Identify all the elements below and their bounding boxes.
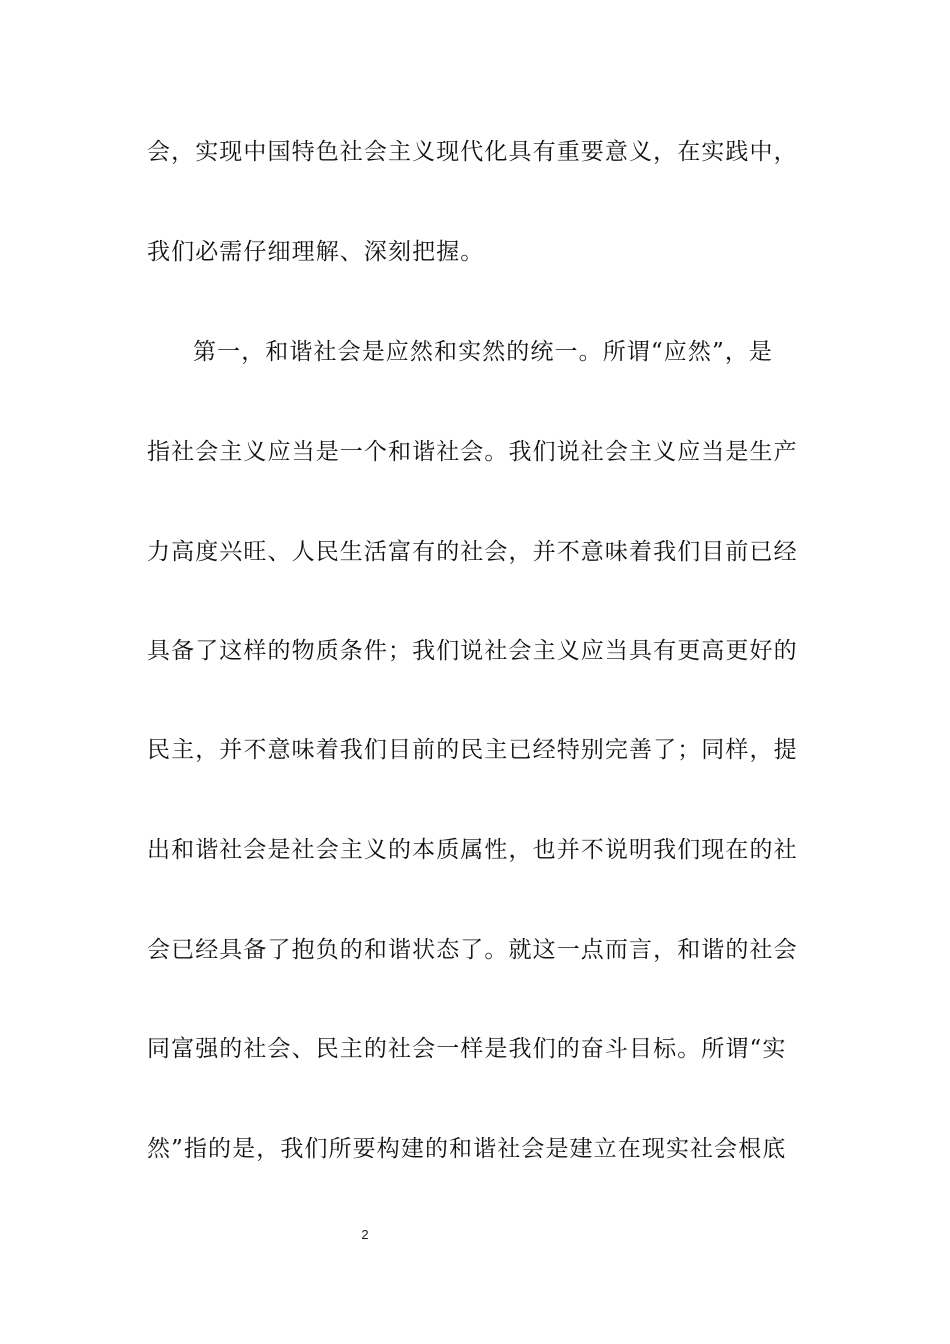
text-line: 然”指的是，我们所要构建的和谐社会是建立在现实社会根底 <box>147 1136 787 1162</box>
paragraph-first-line: 第一，和谐社会是应然和实然的统一。所谓“应然”，是 <box>193 339 774 365</box>
text-line: 指社会主义应当是一个和谐社会。我们说社会主义应当是生产 <box>147 439 798 465</box>
text-line: 同富强的社会、民主的社会一样是我们的奋斗目标。所谓“实 <box>147 1036 787 1062</box>
text-line: 会，实现中国特色社会主义现代化具有重要意义，在实践中， <box>147 139 798 165</box>
text-line: 具备了这样的物质条件；我们说社会主义应当具有更高更好的 <box>147 638 798 664</box>
text-line: 出和谐社会是社会主义的本质属性，也并不说明我们现在的社 <box>147 837 798 863</box>
text-line: 我们必需仔细理解、深刻把握。 <box>147 239 485 265</box>
text-line: 民主，并不意味着我们目前的民主已经特别完善了；同样，提 <box>147 737 798 763</box>
text-line: 会已经具备了抱负的和谐状态了。就这一点而言，和谐的社会 <box>147 937 798 963</box>
text-line: 力高度兴旺、人民生活富有的社会，并不意味着我们目前已经 <box>147 539 798 565</box>
page-number: 2 <box>361 1227 369 1242</box>
